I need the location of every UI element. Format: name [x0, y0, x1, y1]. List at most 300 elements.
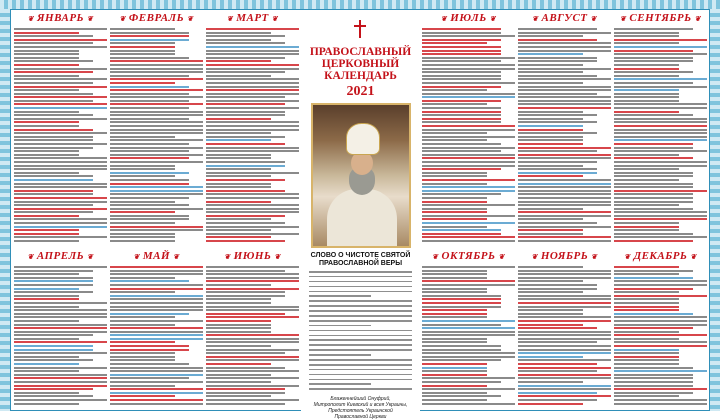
text-line-texture — [14, 150, 79, 152]
month-entries — [110, 266, 203, 408]
text-line-texture — [614, 288, 693, 290]
text-line-texture — [614, 57, 693, 59]
text-line-texture — [110, 121, 203, 123]
text-line-texture — [614, 129, 707, 131]
text-line-texture — [14, 183, 107, 185]
text-line-texture — [309, 359, 412, 361]
text-line-texture — [614, 388, 707, 390]
top-ornament-border — [0, 0, 720, 9]
text-line-texture — [614, 107, 707, 109]
text-line-texture — [110, 100, 189, 102]
text-line-texture — [14, 175, 93, 177]
text-line-texture — [14, 338, 79, 340]
text-line-texture — [518, 356, 583, 358]
text-line-texture — [614, 161, 707, 163]
text-line-texture — [614, 168, 679, 170]
text-line-texture — [422, 345, 501, 347]
text-line-texture — [422, 352, 515, 354]
signature-line-1: Блаженнейший Онуфрий, — [330, 396, 391, 402]
calendar-title — [301, 46, 420, 82]
text-line-texture — [14, 78, 107, 80]
signature-line-3: Предстоятель Украинской — [328, 408, 393, 414]
text-line-texture — [422, 306, 501, 308]
text-line-texture — [206, 129, 299, 131]
text-line-texture — [614, 345, 707, 347]
text-line-texture — [14, 204, 93, 206]
text-line-texture — [206, 208, 299, 210]
text-line-texture — [614, 306, 679, 308]
text-line-texture — [614, 154, 679, 156]
text-line-texture — [14, 277, 93, 279]
text-line-texture — [518, 190, 611, 192]
text-line-texture — [518, 306, 611, 308]
text-line-texture — [14, 190, 93, 192]
text-line-texture — [14, 309, 107, 311]
text-line-texture — [206, 270, 285, 272]
text-line-texture — [110, 320, 203, 322]
text-line-texture — [206, 118, 271, 120]
text-line-texture — [614, 331, 679, 333]
month-entries — [422, 28, 515, 245]
text-line-texture — [614, 35, 679, 37]
text-line-texture — [614, 46, 707, 48]
text-line-texture — [110, 179, 189, 181]
text-line-texture — [518, 291, 583, 293]
text-line-texture — [614, 403, 707, 405]
text-line-texture — [309, 295, 371, 297]
word-text — [309, 271, 412, 393]
text-line-texture — [518, 222, 597, 224]
text-line-texture — [614, 302, 679, 304]
text-line-texture — [518, 359, 611, 361]
text-line-texture — [518, 28, 597, 30]
text-line-texture — [614, 64, 679, 66]
text-line-texture — [614, 399, 707, 401]
text-line-texture — [14, 320, 79, 322]
text-line-texture — [422, 57, 515, 59]
text-line-texture — [422, 377, 515, 379]
text-line-texture — [206, 179, 285, 181]
right-ornament-border — [710, 9, 720, 411]
text-line-texture — [14, 172, 79, 174]
text-line-texture — [614, 273, 679, 275]
text-line-texture — [614, 359, 679, 361]
text-line-texture — [110, 211, 175, 213]
month-may — [110, 250, 203, 408]
text-line-texture — [110, 226, 203, 228]
text-line-texture — [14, 42, 93, 44]
text-line-texture — [518, 78, 611, 80]
text-line-texture — [206, 399, 299, 401]
text-line-texture — [518, 403, 583, 405]
text-line-texture — [422, 367, 487, 369]
text-line-texture — [14, 334, 93, 336]
text-line-texture — [14, 403, 79, 405]
text-line-texture — [14, 327, 107, 329]
text-line-texture — [110, 165, 175, 167]
text-line-texture — [422, 193, 501, 195]
text-line-texture — [206, 121, 299, 123]
text-line-texture — [614, 82, 693, 84]
text-line-texture — [110, 236, 175, 238]
text-line-texture — [110, 313, 189, 315]
text-line-texture — [614, 183, 693, 185]
text-line-texture — [422, 385, 487, 387]
text-line-texture — [206, 316, 299, 318]
text-line-texture — [110, 295, 203, 297]
text-line-texture — [14, 306, 79, 308]
text-line-texture — [110, 107, 189, 109]
text-line-texture — [518, 392, 597, 394]
calendar-year: 2021 — [346, 84, 375, 99]
text-line-texture — [110, 327, 203, 329]
text-line-texture — [206, 42, 285, 44]
text-line-texture — [614, 111, 679, 113]
text-line-texture — [110, 316, 175, 318]
text-line-texture — [422, 161, 515, 163]
text-line-texture — [14, 381, 107, 383]
text-line-texture — [206, 64, 299, 66]
text-line-texture — [206, 114, 285, 116]
text-line-texture — [422, 35, 515, 37]
text-line-texture — [614, 50, 693, 52]
month-entries — [518, 266, 611, 408]
text-line-texture — [14, 103, 107, 105]
text-line-texture — [110, 349, 189, 351]
text-line-texture — [110, 35, 189, 37]
text-line-texture — [110, 175, 175, 177]
text-line-texture — [518, 201, 611, 203]
text-line-texture — [614, 309, 679, 311]
text-line-texture — [422, 338, 487, 340]
text-line-texture — [518, 68, 611, 70]
left-ornament-border — [0, 9, 10, 411]
month-title: ❦ СЕНТЯБРЬ ❦ — [614, 12, 707, 26]
text-line-texture — [422, 168, 501, 170]
text-line-texture — [14, 270, 93, 272]
text-line-texture — [422, 165, 515, 167]
text-line-texture — [110, 270, 203, 272]
text-line-texture — [206, 218, 271, 220]
text-line-texture — [422, 298, 501, 300]
text-line-texture — [422, 218, 487, 220]
text-line-texture — [614, 143, 693, 145]
text-line-texture — [614, 150, 707, 152]
text-line-texture — [110, 341, 175, 343]
text-line-texture — [206, 211, 299, 213]
text-line-texture — [422, 288, 487, 290]
text-line-texture — [309, 379, 412, 381]
text-line-texture — [14, 291, 93, 293]
text-line-texture — [518, 395, 611, 397]
text-line-texture — [206, 107, 299, 109]
text-line-texture — [206, 157, 271, 159]
text-line-texture — [422, 118, 501, 120]
text-line-texture — [614, 327, 693, 329]
text-line-texture — [14, 125, 79, 127]
text-line-texture — [309, 364, 412, 366]
text-line-texture — [14, 208, 107, 210]
month-entries — [110, 28, 203, 245]
signature-line-2: Митрополит Киевский и всея Украины, — [313, 402, 408, 408]
text-line-texture — [14, 284, 93, 286]
text-line-texture — [422, 215, 515, 217]
month-december — [614, 250, 707, 408]
text-line-texture — [422, 280, 515, 282]
text-line-texture — [206, 309, 299, 311]
text-line-texture — [518, 139, 583, 141]
month-title: ❦ МАРТ ❦ — [206, 12, 299, 26]
text-line-texture — [110, 139, 203, 141]
text-line-texture — [614, 222, 679, 224]
text-line-texture — [14, 154, 79, 156]
text-line-texture — [206, 345, 271, 347]
text-line-texture — [110, 377, 189, 379]
text-line-texture — [14, 395, 93, 397]
text-line-texture — [14, 132, 107, 134]
month-july — [422, 12, 515, 245]
text-line-texture — [614, 284, 707, 286]
month-april — [14, 250, 107, 408]
text-line-texture — [518, 60, 597, 62]
text-line-texture — [422, 240, 515, 242]
text-line-texture — [206, 139, 271, 141]
text-line-texture — [206, 82, 299, 84]
text-line-texture — [614, 226, 679, 228]
text-line-texture — [309, 315, 412, 317]
text-line-texture — [518, 327, 597, 329]
text-line-texture — [110, 86, 189, 88]
text-line-texture — [422, 201, 487, 203]
text-line-texture — [422, 277, 487, 279]
text-line-texture — [614, 211, 707, 213]
text-line-texture — [422, 334, 515, 336]
text-line-texture — [206, 222, 285, 224]
text-line-texture — [614, 93, 679, 95]
text-line-texture — [614, 172, 693, 174]
month-title: ❦ ДЕКАБРЬ ❦ — [614, 250, 707, 264]
text-line-texture — [518, 266, 583, 268]
text-line-texture — [206, 374, 271, 376]
text-line-texture — [422, 302, 501, 304]
text-line-texture — [110, 42, 175, 44]
text-line-texture — [518, 197, 611, 199]
text-line-texture — [110, 50, 175, 52]
text-line-texture — [110, 306, 203, 308]
month-entries — [518, 28, 611, 245]
text-line-texture — [110, 363, 189, 365]
text-line-texture — [110, 125, 203, 127]
text-line-texture — [206, 96, 285, 98]
text-line-texture — [309, 271, 412, 273]
text-line-texture — [110, 190, 203, 192]
text-line-texture — [518, 313, 583, 315]
text-line-texture — [110, 68, 203, 70]
text-line-texture — [614, 186, 693, 188]
text-line-texture — [518, 363, 597, 365]
text-line-texture — [206, 93, 299, 95]
text-line-texture — [110, 78, 203, 80]
text-line-texture — [14, 222, 107, 224]
text-line-texture — [110, 204, 189, 206]
title-line-3: КАЛЕНДАРЬ — [324, 70, 397, 82]
text-line-texture — [110, 197, 189, 199]
text-line-texture — [206, 75, 271, 77]
text-line-texture — [14, 229, 79, 231]
text-line-texture — [518, 309, 583, 311]
text-line-texture — [206, 403, 285, 405]
text-line-texture — [14, 179, 93, 181]
text-line-texture — [14, 345, 93, 347]
text-line-texture — [14, 324, 107, 326]
word-heading-line-2: ПРАВОСЛАВНОЙ ВЕРЫ — [318, 260, 403, 267]
orthodox-cross-icon — [353, 20, 367, 38]
text-line-texture — [206, 172, 299, 174]
text-line-texture — [110, 28, 175, 30]
text-line-texture — [518, 399, 597, 401]
text-line-texture — [14, 39, 107, 41]
text-line-texture — [206, 273, 299, 275]
text-line-texture — [14, 114, 93, 116]
text-line-texture — [518, 42, 611, 44]
text-line-texture — [206, 377, 299, 379]
text-line-texture — [518, 154, 611, 156]
text-line-texture — [309, 354, 371, 356]
text-line-texture — [14, 118, 107, 120]
text-line-texture — [518, 352, 611, 354]
text-line-texture — [110, 334, 203, 336]
text-line-texture — [14, 211, 93, 213]
text-line-texture — [206, 229, 271, 231]
text-line-texture — [206, 165, 285, 167]
text-line-texture — [110, 280, 189, 282]
text-line-texture — [206, 349, 299, 351]
text-line-texture — [614, 132, 707, 134]
text-line-texture — [110, 385, 175, 387]
text-line-texture — [422, 291, 487, 293]
text-line-texture — [422, 93, 515, 95]
text-line-texture — [614, 316, 707, 318]
text-line-texture — [422, 183, 487, 185]
text-line-texture — [14, 377, 107, 379]
text-line-texture — [422, 64, 515, 66]
text-line-texture — [14, 370, 79, 372]
text-line-texture — [110, 154, 203, 156]
text-line-texture — [422, 50, 501, 52]
text-line-texture — [518, 132, 597, 134]
text-line-texture — [422, 388, 515, 390]
text-line-texture — [110, 118, 189, 120]
text-line-texture — [110, 370, 203, 372]
text-line-texture — [110, 186, 203, 188]
text-line-texture — [206, 327, 271, 329]
text-line-texture — [206, 168, 271, 170]
text-line-texture — [422, 324, 501, 326]
text-line-texture — [518, 277, 611, 279]
text-line-texture — [518, 316, 611, 318]
text-line-texture — [614, 139, 707, 141]
text-line-texture — [110, 352, 175, 354]
text-line-texture — [518, 161, 597, 163]
text-line-texture — [614, 240, 693, 242]
text-line-texture — [614, 341, 707, 343]
text-line-texture — [518, 388, 611, 390]
text-line-texture — [110, 93, 189, 95]
text-line-texture — [206, 32, 271, 34]
text-line-texture — [110, 331, 203, 333]
text-line-texture — [206, 28, 299, 30]
text-line-texture — [518, 82, 583, 84]
text-line-texture — [206, 331, 271, 333]
text-line-texture — [14, 359, 93, 361]
text-line-texture — [206, 226, 299, 228]
text-line-texture — [614, 75, 679, 77]
text-line-texture — [110, 233, 175, 235]
text-line-texture — [614, 68, 679, 70]
text-line-texture — [518, 236, 611, 238]
text-line-texture — [422, 150, 501, 152]
text-line-texture — [518, 320, 611, 322]
text-line-texture — [518, 229, 583, 231]
text-line-texture — [110, 291, 175, 293]
text-line-texture — [309, 388, 412, 390]
text-line-texture — [518, 204, 611, 206]
text-line-texture — [614, 298, 679, 300]
text-line-texture — [518, 103, 611, 105]
text-line-texture — [518, 183, 611, 185]
word-heading — [301, 252, 420, 268]
text-line-texture — [110, 302, 203, 304]
text-line-texture — [614, 190, 707, 192]
text-line-texture — [614, 125, 707, 127]
text-line-texture — [422, 270, 487, 272]
text-line-texture — [110, 39, 189, 41]
text-line-texture — [614, 320, 707, 322]
text-line-texture — [110, 215, 189, 217]
text-line-texture — [206, 324, 271, 326]
text-line-texture — [518, 345, 611, 347]
text-line-texture — [518, 226, 611, 228]
text-line-texture — [518, 165, 583, 167]
text-line-texture — [309, 276, 412, 278]
portrait-klobuk — [346, 123, 380, 155]
text-line-texture — [422, 114, 501, 116]
text-line-texture — [422, 392, 487, 394]
text-line-texture — [206, 190, 285, 192]
text-line-texture — [206, 395, 271, 397]
text-line-texture — [422, 222, 515, 224]
text-line-texture — [614, 218, 707, 220]
text-line-texture — [422, 32, 501, 34]
text-line-texture — [110, 103, 203, 105]
text-line-texture — [206, 161, 285, 163]
text-line-texture — [614, 381, 693, 383]
text-line-texture — [206, 103, 285, 105]
text-line-texture — [614, 78, 707, 80]
text-line-texture — [110, 374, 203, 376]
text-line-texture — [110, 64, 203, 66]
text-line-texture — [422, 111, 501, 113]
text-line-texture — [110, 403, 203, 405]
text-line-texture — [206, 306, 299, 308]
text-line-texture — [309, 300, 412, 302]
month-february — [110, 12, 203, 245]
text-line-texture — [518, 118, 583, 120]
text-line-texture — [422, 309, 487, 311]
text-line-texture — [110, 381, 203, 383]
text-line-texture — [614, 193, 693, 195]
text-line-texture — [206, 193, 299, 195]
